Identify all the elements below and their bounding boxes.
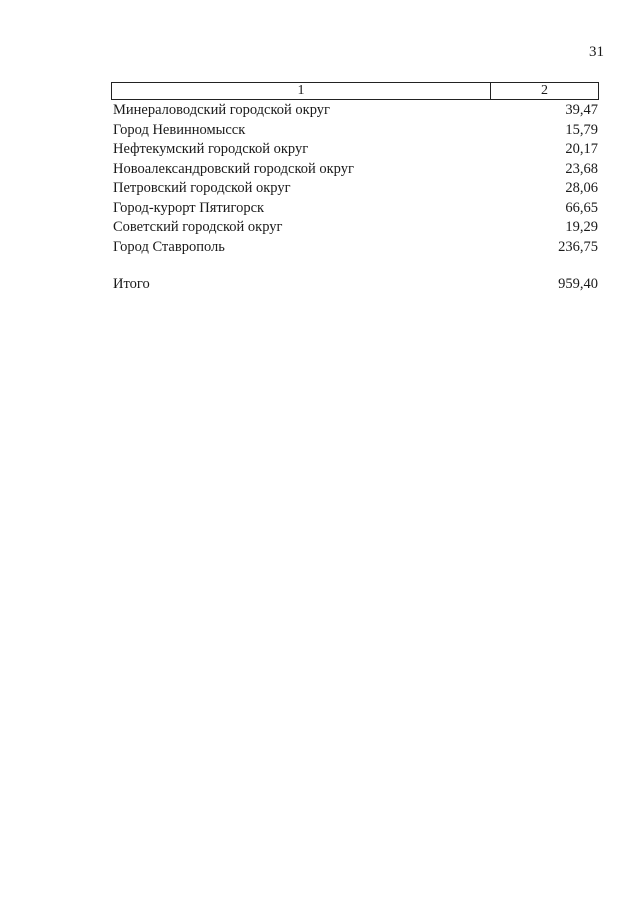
row-name: Нефтекумский городской округ bbox=[113, 141, 309, 157]
row-name: Петровский городской округ bbox=[113, 180, 291, 196]
row-name: Город Невинномысск bbox=[113, 121, 246, 138]
row-value: 15,79 bbox=[565, 121, 598, 138]
row-name: Новоалександровский городской округ bbox=[113, 160, 354, 177]
table-header-col-2: 2 bbox=[541, 83, 548, 98]
row-value: 236,75 bbox=[558, 238, 598, 255]
table-row bbox=[113, 238, 598, 258]
row-value: 28,06 bbox=[565, 180, 598, 196]
row-value: 66,65 bbox=[565, 199, 598, 216]
table-row bbox=[113, 121, 598, 141]
row-name: Советский городской округ bbox=[113, 219, 283, 235]
row-value: 20,17 bbox=[565, 141, 598, 157]
table-body bbox=[113, 101, 598, 257]
table-row bbox=[113, 160, 598, 180]
table-row bbox=[113, 218, 598, 238]
table-row bbox=[113, 179, 598, 199]
row-name: Минераловодский городской округ bbox=[113, 102, 330, 118]
total-row bbox=[113, 275, 598, 295]
table-row bbox=[113, 199, 598, 219]
row-value: 23,68 bbox=[565, 160, 598, 177]
table-header-col-1: 1 bbox=[112, 83, 491, 99]
table-row bbox=[113, 101, 598, 121]
total-label: Итого bbox=[113, 276, 150, 292]
row-value: 19,29 bbox=[565, 219, 598, 235]
page-number: 31 bbox=[589, 44, 604, 60]
row-value: 39,47 bbox=[565, 102, 598, 118]
row-name: Город-курорт Пятигорск bbox=[113, 199, 265, 216]
row-name: Город Ставрополь bbox=[113, 238, 225, 255]
table-header bbox=[111, 82, 599, 100]
table-row bbox=[113, 140, 598, 160]
total-value: 959,40 bbox=[558, 276, 598, 292]
